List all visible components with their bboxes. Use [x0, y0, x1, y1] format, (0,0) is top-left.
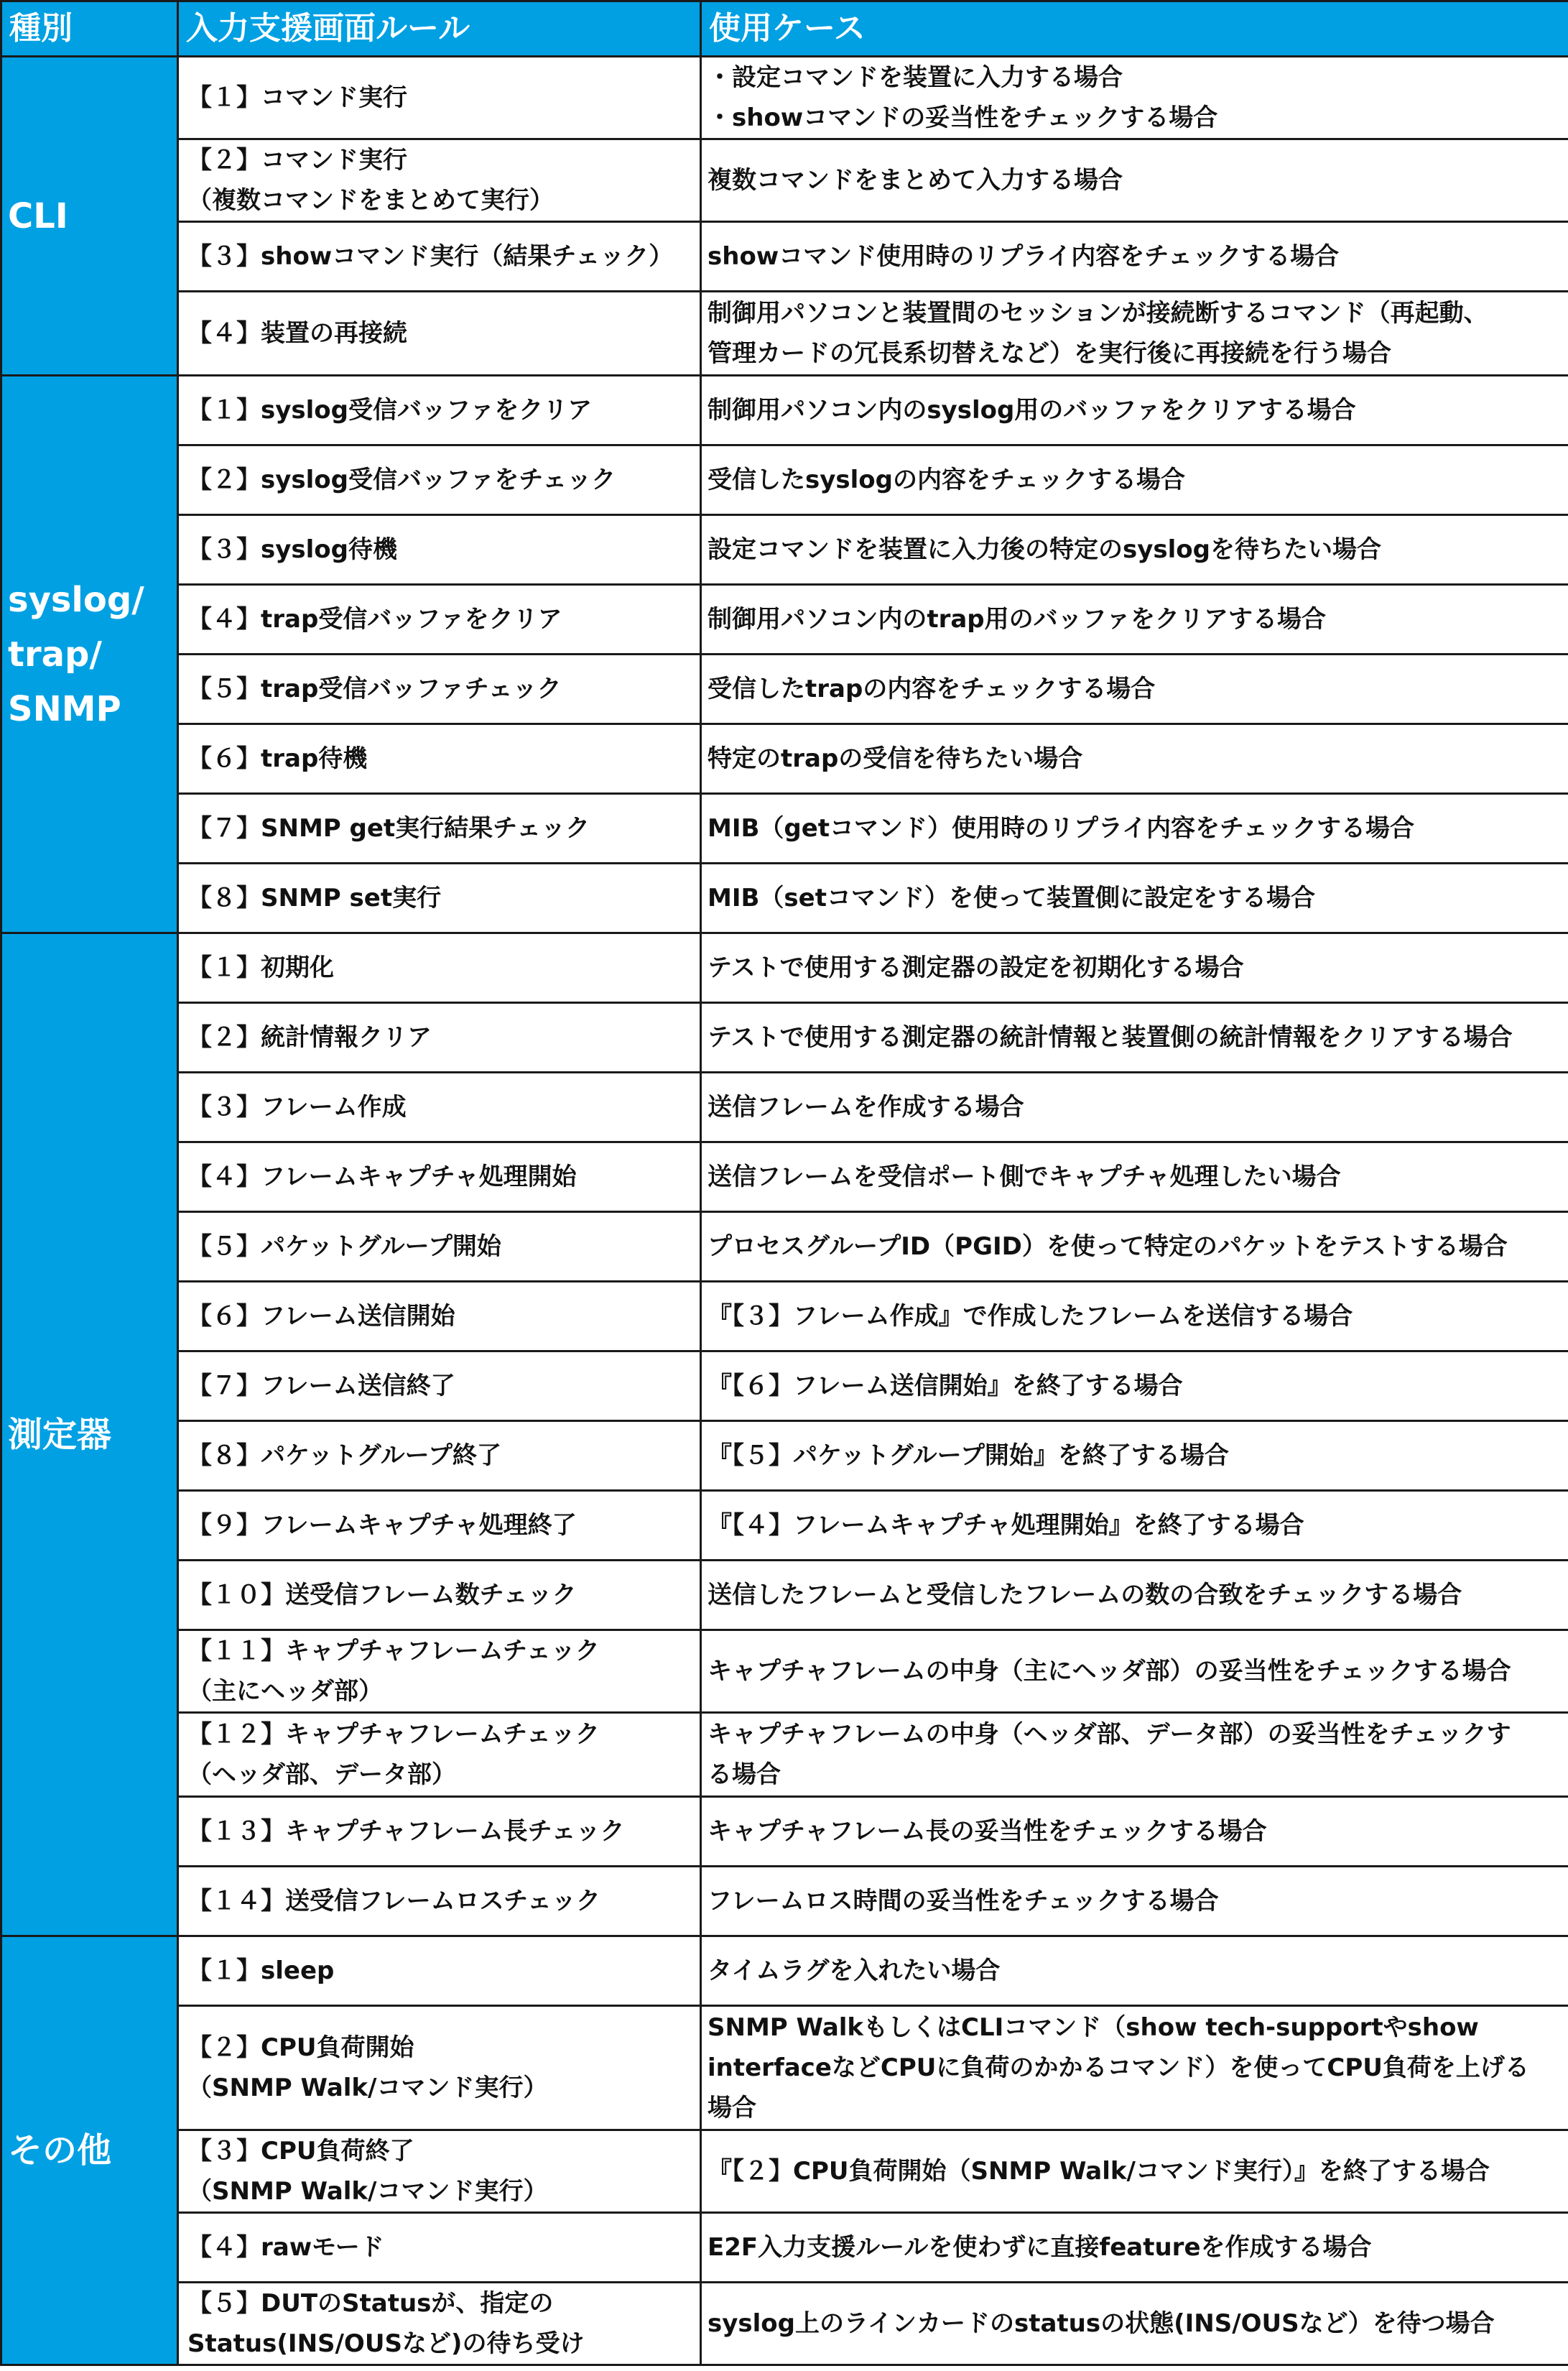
- usecase-cell: ・設定コマンドを装置に入力する場合 ・showコマンドの妥当性をチェックする場合: [701, 57, 1568, 139]
- rule-cell: 【２】syslog受信バッファをチェック: [178, 445, 701, 515]
- rule-cell: 【１３】キャプチャフレーム長チェック: [178, 1797, 701, 1867]
- rule-cell: 【５】パケットグループ開始: [178, 1212, 701, 1282]
- rule-cell: 【３】フレーム作成: [178, 1073, 701, 1142]
- rule-cell: 【４】フレームキャプチャ処理開始: [178, 1142, 701, 1212]
- category-cell-other: その他: [1, 1936, 178, 2365]
- usecase-cell: 『【４】フレームキャプチャ処理開始』を終了する場合: [701, 1491, 1568, 1561]
- table-row: [1, 1491, 1568, 1561]
- rule-cell: 【１】初期化: [178, 933, 701, 1003]
- rule-cell: 【８】パケットグループ終了: [178, 1421, 701, 1491]
- rule-cell: 【９】フレームキャプチャ処理終了: [178, 1491, 701, 1561]
- table-row: [1, 933, 1568, 1003]
- rule-cell: 【６】trap待機: [178, 724, 701, 794]
- usecase-cell: キャプチャフレームの中身（ヘッダ部、データ部）の妥当性をチェックす る場合: [701, 1713, 1568, 1797]
- table-row: [1, 1713, 1568, 1797]
- usecase-cell: 送信フレームを作成する場合: [701, 1073, 1568, 1142]
- header-rule: 入力支援画面ルール: [178, 1, 701, 57]
- table-row: [1, 139, 1568, 222]
- rule-cell: 【４】trap受信バッファをクリア: [178, 585, 701, 655]
- table-row: [1, 1936, 1568, 2006]
- table-row: [1, 794, 1568, 864]
- header-row: [1, 1, 1568, 57]
- rule-cell: 【８】SNMP set実行: [178, 864, 701, 933]
- table-row: [1, 724, 1568, 794]
- table-row: [1, 376, 1568, 445]
- table-row: [1, 57, 1568, 139]
- table-row: [1, 1867, 1568, 1936]
- usecase-cell: タイムラグを入れたい場合: [701, 1936, 1568, 2006]
- table-row: [1, 2213, 1568, 2283]
- usecase-cell: syslog上のラインカードのstatusの状態(INS/OUSなど）を待つ場合: [701, 2283, 1568, 2365]
- usecase-cell: 受信したtrapの内容をチェックする場合: [701, 655, 1568, 724]
- rule-cell: 【４】装置の再接続: [178, 292, 701, 376]
- usecase-cell: 送信フレームを受信ポート側でキャプチャ処理したい場合: [701, 1142, 1568, 1212]
- table-row: [1, 1561, 1568, 1630]
- rule-cell: 【３】syslog待機: [178, 515, 701, 585]
- table-row: [1, 2006, 1568, 2130]
- rule-cell: 【２】統計情報クリア: [178, 1003, 701, 1073]
- usecase-cell: テストで使用する測定器の統計情報と装置側の統計情報をクリアする場合: [701, 1003, 1568, 1073]
- rule-cell: 【１４】送受信フレームロスチェック: [178, 1867, 701, 1936]
- header-usecase: 使用ケース: [701, 1, 1568, 57]
- rule-cell: 【２】CPU負荷開始 （SNMP Walk/コマンド実行）: [178, 2006, 701, 2130]
- table-row: [1, 1142, 1568, 1212]
- table-row: [1, 1282, 1568, 1351]
- usecase-cell: 制御用パソコンと装置間のセッションが接続断するコマンド（再起動、 管理カードの冗長系切替えなど）を実行後に再接続を行う場合: [701, 292, 1568, 376]
- usecase-cell: 複数コマンドをまとめて入力する場合: [701, 139, 1568, 222]
- table-row: [1, 864, 1568, 933]
- rule-cell: 【４】rawモード: [178, 2213, 701, 2283]
- category-cell-measurement: 測定器: [1, 933, 178, 1936]
- usecase-cell: プロセスグループID（PGID）を使って特定のパケットをテストする場合: [701, 1212, 1568, 1282]
- usecase-cell: 『【３】フレーム作成』で作成したフレームを送信する場合: [701, 1282, 1568, 1351]
- table-row: [1, 1212, 1568, 1282]
- table-row: [1, 1797, 1568, 1867]
- usecase-cell: 『【６】フレーム送信開始』を終了する場合: [701, 1351, 1568, 1421]
- usecase-cell: 制御用パソコン内のsyslog用のバッファをクリアする場合: [701, 376, 1568, 445]
- table-row: [1, 585, 1568, 655]
- usecase-cell: テストで使用する測定器の設定を初期化する場合: [701, 933, 1568, 1003]
- rule-cell: 【７】フレーム送信終了: [178, 1351, 701, 1421]
- usecase-cell: SNMP WalkもしくはCLIコマンド（show tech-supportやshow interfaceなどCPUに負荷のかかるコマンド）を使ってCPU負荷を上げる 場合: [701, 2006, 1568, 2130]
- table-row: [1, 1351, 1568, 1421]
- usecase-cell: キャプチャフレームの中身（主にヘッダ部）の妥当性をチェックする場合: [701, 1630, 1568, 1713]
- rule-cell: 【３】CPU負荷終了 （SNMP Walk/コマンド実行）: [178, 2130, 701, 2213]
- usecase-cell: キャプチャフレーム長の妥当性をチェックする場合: [701, 1797, 1568, 1867]
- table-row: [1, 1421, 1568, 1491]
- category-cell-cli: CLI: [1, 57, 178, 376]
- table-row: [1, 1073, 1568, 1142]
- rule-cell: 【１】syslog受信バッファをクリア: [178, 376, 701, 445]
- table-row: [1, 222, 1568, 292]
- table-row: [1, 1003, 1568, 1073]
- rule-cell: 【１０】送受信フレーム数チェック: [178, 1561, 701, 1630]
- usecase-cell: showコマンド使用時のリプライ内容をチェックする場合: [701, 222, 1568, 292]
- usecase-cell: E2F入力支援ルールを使わずに直接featureを作成する場合: [701, 2213, 1568, 2283]
- rule-cell: 【１２】キャプチャフレームチェック （ヘッダ部、データ部）: [178, 1713, 701, 1797]
- usecase-cell: 制御用パソコン内のtrap用のバッファをクリアする場合: [701, 585, 1568, 655]
- usecase-cell: MIB（setコマンド）を使って装置側に設定をする場合: [701, 864, 1568, 933]
- rule-cell: 【３】showコマンド実行（結果チェック）: [178, 222, 701, 292]
- header-category: 種別: [1, 1, 178, 57]
- usecase-cell: 『【５】パケットグループ開始』を終了する場合: [701, 1421, 1568, 1491]
- rule-cell: 【２】コマンド実行 （複数コマンドをまとめて実行）: [178, 139, 701, 222]
- rule-cell: 【５】DUTのStatusが、指定の Status(INS/OUSなど)の待ち受け: [178, 2283, 701, 2365]
- table-row: [1, 445, 1568, 515]
- usecase-cell: 『【２】CPU負荷開始（SNMP Walk/コマンド実行）』を終了する場合: [701, 2130, 1568, 2213]
- usecase-cell: 受信したsyslogの内容をチェックする場合: [701, 445, 1568, 515]
- rule-cell: 【１】sleep: [178, 1936, 701, 2006]
- rule-cell: 【６】フレーム送信開始: [178, 1282, 701, 1351]
- rule-cell: 【１１】キャプチャフレームチェック （主にヘッダ部）: [178, 1630, 701, 1713]
- usecase-cell: 特定のtrapの受信を待ちたい場合: [701, 724, 1568, 794]
- rule-cell: 【７】SNMP get実行結果チェック: [178, 794, 701, 864]
- table-row: [1, 1630, 1568, 1713]
- usecase-cell: 送信したフレームと受信したフレームの数の合致をチェックする場合: [701, 1561, 1568, 1630]
- category-cell-syslog-trap-snmp: syslog/ trap/ SNMP: [1, 376, 178, 933]
- rule-cell: 【５】trap受信バッファチェック: [178, 655, 701, 724]
- usecase-cell: フレームロス時間の妥当性をチェックする場合: [701, 1867, 1568, 1936]
- table-row: [1, 515, 1568, 585]
- usecase-cell: 設定コマンドを装置に入力後の特定のsyslogを待ちたい場合: [701, 515, 1568, 585]
- usecase-cell: MIB（getコマンド）使用時のリプライ内容をチェックする場合: [701, 794, 1568, 864]
- table-row: [1, 2283, 1568, 2365]
- table-row: [1, 292, 1568, 376]
- table-row: [1, 655, 1568, 724]
- rule-cell: 【１】コマンド実行: [178, 57, 701, 139]
- table-row: [1, 2130, 1568, 2213]
